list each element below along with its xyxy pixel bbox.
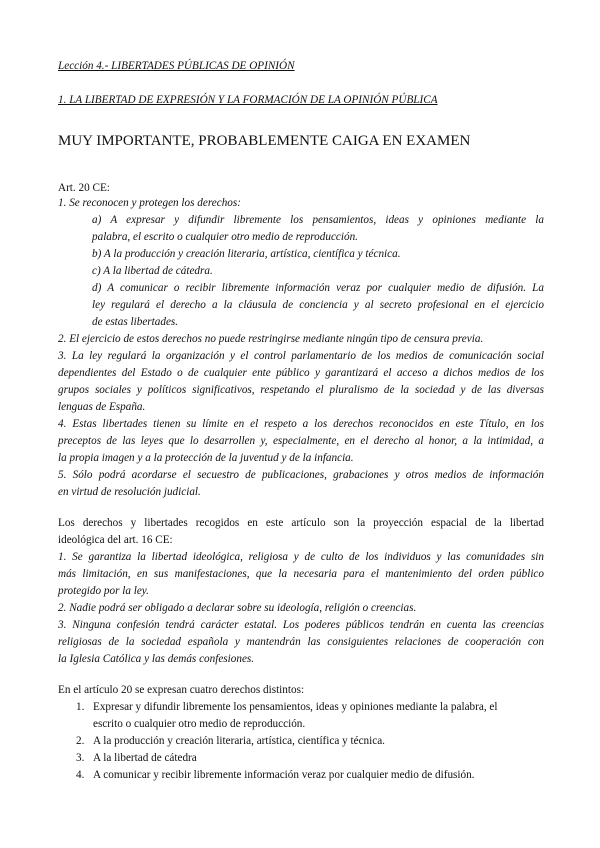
art16-p1-line1: 1. Se garantiza la libertad ideológica, religiosa y de culto de los individuos y las comunidades sin [58,551,544,563]
art20-b: b) A la producción y creación literaria, artística, científica y técnica. [92,248,401,260]
art20-p2: 2. El ejercicio de estos derechos no puede restringirse mediante ningún tipo de censura previa. [58,333,484,345]
art20-c: c) A la libertad de cátedra. [92,265,213,277]
art20-p3-line2: dependientes del Estado o de cualquier ente público y garantizará el acceso a dichos medios de los [58,367,544,379]
art20-title: Art. 20 CE: [58,182,110,194]
art16-p3-line2: religiosas de la sociedad española y mantendrán las consiguientes relaciones de cooperación con [58,636,544,648]
art20-p1: 1. Se reconocen y protegen los derechos: [58,197,241,209]
summary-item-1-line2: escrito o cualquier otro medio de reproducción. [93,718,306,730]
summary-item-4: A comunicar y recibir libremente información veraz por cualquier medio de difusión. [93,769,475,781]
art20-p5-line1: 5. Sólo podrá acordarse el secuestro de publicaciones, grabaciones y otros medios de información [58,469,544,481]
art16-p1-line3: protegido por la ley. [58,585,149,597]
art20-a-line1: a) A expresar y difundir libremente los pensamientos, ideas y opiniones mediante la [92,214,544,226]
art16-p1-line2: más limitación, en sus manifestaciones, que la necesaria para el mantenimiento del orden público [58,568,544,580]
art20-d-line1: d) A comunicar o recibir libremente información veraz por cualquier medio de difusión. La [92,282,544,294]
summary-intro: En el artículo 20 se expresan cuatro derechos distintos: [58,684,305,696]
art20-p3-line1: 3. La ley regulará la organización y el control parlamentario de los medios de comunicación social [58,350,544,362]
art20-p3-line4: lenguas de España. [58,401,146,413]
art20-p4-line2: preceptos de las leyes que lo desarrollen y, especialmente, en el derecho al honor, a la intimidad, a [58,435,544,447]
exam-note: MUY IMPORTANTE, PROBABLEMENTE CAIGA EN EXAMEN [58,133,471,149]
summary-item-3: A la libertad de cátedra [93,752,197,764]
lesson-title: Lección 4.- LIBERTADES PÚBLICAS DE OPINIÓN [58,60,295,72]
summary-item-number: 4. [76,769,85,781]
art20-p4-line1: 4. Estas libertades tienen su límite en el respeto a los derechos reconocidos en este Título, en los [58,418,544,430]
art20-p5-line2: en virtud de resolución judicial. [58,486,201,498]
art16-p3-line1: 3. Ninguna confesión tendrá carácter estatal. Los poderes públicos tendrán en cuenta las creencias [58,619,544,631]
art20-p4-line3: la propia imagen y a la protección de la juventud y de la infancia. [58,452,354,464]
art20-d-line3: de estas libertades. [92,316,179,328]
summary-item-number: 3. [76,752,85,764]
art20-a-line2: palabra, el escrito o cualquier otro medio de reproducción. [92,231,358,243]
summary-item-number: 1. [76,701,85,713]
summary-item-number: 2. [76,735,85,747]
summary-item-1-line1: Expresar y difundir libremente los pensamientos, ideas y opiniones mediante la palabra, el [93,701,498,713]
art16-intro-line1: Los derechos y libertades recogidos en este artículo son la proyección espacial de la libertad [58,517,544,529]
art16-p2: 2. Nadie podrá ser obligado a declarar sobre su ideología, religión o creencias. [58,602,417,614]
art16-intro-line2: ideológica del art. 16 CE: [58,534,173,546]
art20-p3-line3: grupos sociales y políticos significativos, respetando el pluralismo de la sociedad y de las diversas [58,384,544,396]
summary-item-2: A la producción y creación literaria, artística, científica y técnica. [93,735,385,747]
art16-p3-line3: la Iglesia Católica y las demás confesiones. [58,653,255,665]
section-title: 1. LA LIBERTAD DE EXPRESIÓN Y LA FORMACIÓN DE LA OPINIÓN PÚBLICA [58,94,438,106]
art20-d-line2: ley regulará el derecho a la cláusula de conciencia y al secreto profesional en el ejercicio [92,299,544,311]
